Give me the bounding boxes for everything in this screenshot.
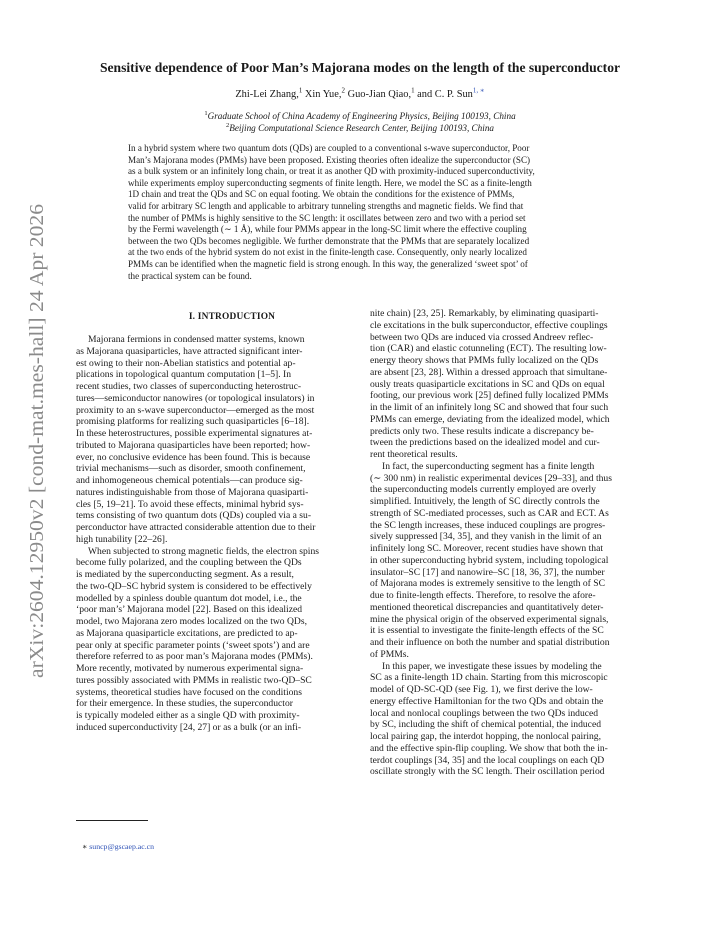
text-line: mentioned theoretical discrepancies and quantitatively deter- — [370, 601, 604, 613]
text-line: Majorana fermions in condensed matter systems, known — [88, 334, 305, 345]
text-line: In these heterostructures, possible experimental signatures at- — [76, 428, 313, 439]
text-line: In a hybrid system where two quantum dots (QDs) are coupled to a conventional s-wave superconductor, Poor — [128, 143, 530, 153]
text-line: ever, no conclusive evidence has been found. This is because — [76, 451, 311, 463]
text-line: cles [5, 19–21]. To avoid these effects, minimal hybrid sys- — [76, 498, 304, 510]
text-line: valid for arbitrary SC length and applicable to arbitrary tunneling strengths and magnetic fields. We find that — [128, 200, 524, 211]
footnote-rule — [76, 820, 148, 821]
text-line: In fact, the superconducting segment has a finite length — [382, 460, 595, 472]
right-column — [370, 308, 690, 778]
text-line: is mediated by the superconducting segment. As a result, — [76, 569, 294, 580]
text-line: mine the physical origin of the observed experimental signals, — [370, 613, 609, 625]
text-line: perconductor have attracted considerable attention due to their — [76, 522, 316, 533]
text-line: in the limit of an infinitely long SC and showed that four such — [370, 402, 609, 413]
text-line: local pairing gap, the interdot hopping, the nonlocal pairing, — [370, 731, 601, 742]
text-line: Man’s Majorana modes (PMMs) have been proposed. Existing theories often idealize the superconductor (SC) — [128, 154, 531, 165]
text-line: modelled by a spinless double quantum dot model, i.e., the — [76, 592, 302, 604]
text-line: (∼ 300 nm) in realistic experimental devices [29–33], and thus — [370, 472, 612, 484]
text-line: plications in topological quantum computation [1–5]. In — [76, 369, 292, 381]
text-line: by SC, including the shift of chemical potential, the induced — [370, 719, 601, 731]
text-line: ously treats quasiparticle excitations in SC and QDs on equal — [370, 378, 605, 390]
text-line: of PMMs. — [370, 648, 409, 660]
author-affil-mark: 1 — [411, 86, 415, 95]
text-line: model of QD-SC-QD (see Fig. 1), we first derive the low- — [370, 684, 593, 695]
arxiv-identifier: arXiv:2604.12950v2 [cond-mat.mes-hall] 24 Apr 2026 — [26, 239, 48, 678]
text-line: induced superconductivity [24, 27] or as a bulk (or an infi- — [76, 721, 302, 733]
author-name: Xin Yue, — [302, 89, 342, 100]
corresponding-email[interactable]: suncp@gscaep.ac.cn — [89, 842, 155, 851]
text-line: tributed to Majorana quasiparticles have been reported; how- — [76, 439, 311, 451]
author-affil-mark: 2 — [341, 86, 345, 95]
text-line: terdot couplings [34, 35] and the local couplings on each QD — [370, 754, 605, 766]
text-line: More recently, motivated by numerous experimental signa- — [76, 663, 304, 674]
text-line: become fully polarized, and the coupling between the QDs — [76, 557, 302, 569]
author-affil-mark: 1 — [298, 86, 303, 95]
footnote-mark: ∗ — [82, 842, 88, 851]
author-name: and C. P. Sun — [414, 89, 473, 100]
text-line: SC as a finite-length 1D chain. Starting from this microscopic — [370, 672, 608, 684]
text-line: est owing to their non-Abelian statistics and potential ap- — [76, 357, 296, 369]
text-line: sively suppressed [34, 35], and they vanish in the limit of an — [370, 531, 602, 543]
text-line: infinitely long SC. Moreover, recent studies have shown that — [370, 543, 604, 554]
text-line: 1D chain and treat the QDs and SC on equal footing. We obtain the conditions for the existence of PMMs, — [128, 189, 515, 200]
text-line: oscillate strongly with the SC length. Their oscillation period — [370, 766, 605, 778]
text-line: PMMs can emerge, deviating from the idealized model, which — [370, 413, 610, 425]
text-line: promising platforms for realizing such quasiparticles [6–18]. — [76, 416, 310, 428]
text-line: of Majorana modes is extremely sensitive to the length of SC — [370, 578, 606, 590]
text-line: the SC length increases, these induced couplings are progres- — [370, 519, 606, 531]
text-line: as Majorana quasiparticles, have attracted significant inter- — [76, 345, 303, 357]
text-line: tion (CAR) and elastic cotunneling (ECT). The resulting low- — [370, 343, 607, 355]
paper-title: Sensitive dependence of Poor Man’s Majorana modes on the length of the superconductor — [99, 60, 621, 75]
footnote — [82, 842, 154, 851]
text-line: tures—semiconductor nanowires (or topological insulators) in — [76, 392, 315, 404]
text-line: tures possibly associated with PMMs in realistic two-QD–SC — [76, 674, 312, 686]
text-line: between two QDs are induced via crossed Andreev reflec- — [370, 331, 594, 343]
author-name: Zhi-Lei Zhang, — [235, 89, 299, 100]
text-line: and the effective spin-flip coupling. We show that both the in- — [370, 742, 608, 754]
text-line: In this paper, we investigate these issues by modeling the — [382, 660, 602, 672]
text-line: tems consisting of two quantum dots (QDs) coupled via a su- — [76, 510, 312, 522]
text-line: natures indistinguishable from those of Majorana quasiparti- — [76, 486, 309, 498]
text-line: strength of SC-mediated processes, such as CAR and ECT. As — [370, 507, 609, 519]
text-line: pear only at specific parameter points (‘sweet spots’) and are — [76, 639, 310, 651]
text-line: are absent [23, 28]. Within a dressed approach that simultane- — [370, 366, 608, 378]
author-affil-mark: 1, ∗ — [472, 86, 485, 95]
text-line: is typically modeled either as a single QD with proximity- — [76, 710, 300, 721]
text-line: for their emergence. In these studies, the superconductor — [76, 698, 293, 710]
arxiv-side-stamp — [10, 200, 56, 680]
text-line: tween the predictions based on the idealized model and cur- — [370, 437, 600, 449]
text-line: model, two Majorana zero modes localized on the two QDs, — [76, 616, 307, 627]
text-line: rent theoretical results. — [370, 449, 458, 460]
text-line: therefore referred to as poor man’s Majorana modes (PMMs). — [76, 651, 313, 663]
text-line: proximity to an s-wave superconductor—emerged as the most — [76, 404, 315, 416]
text-line: energy effective Hamiltonian for the two QDs and obtain the — [370, 695, 604, 707]
text-line: energy theory shows that PMMs fully localized on the QDs — [370, 355, 599, 366]
text-line: while experiments employ superconducting segments of finite length. Here, we model the SC as a finite-length — [128, 177, 532, 188]
section-heading-introduction: I. INTRODUCTION — [188, 312, 276, 322]
text-line: simplified. Intuitively, the length of SC directly controls the — [370, 496, 600, 507]
text-line: the practical system can be found. — [128, 270, 252, 281]
text-line: it is essential to investigate the finite-length effects of the SC — [370, 625, 604, 637]
text-line: the two-QD–SC hybrid system is considered to be effectively — [76, 580, 312, 592]
text-line: at the two ends of the hybrid system do not exist in the finite-length case. Consequently, only nearly localized — [128, 247, 527, 258]
affiliation-2: $^2$Beijing Computational Science Research Center, Beijing 100193, China — [225, 121, 495, 133]
text-line: in other superconducting hybrid system, including topological — [370, 554, 609, 566]
text-line: the number of PMMs is highly sensitive to the SC length: it oscillates between zero and two with a period set — [128, 212, 526, 223]
text-line: PMMs can be identified when the magnetic field is strong enough. In this way, the generalized ‘sweet spot’ of — [128, 258, 528, 269]
text-line: footing, our previous work [25] defined fully localized PMMs — [370, 390, 609, 402]
text-line: When subjected to strong magnetic fields, the electron spins — [88, 545, 319, 557]
text-line: ‘poor man’s’ Majorana model [22]. Based on this idealized — [76, 604, 303, 616]
text-line: systems, theoretical studies have focused on the conditions — [76, 686, 302, 698]
text-line: trivial mechanisms—such as disorder, smooth confinement, — [76, 463, 306, 475]
text-line: between the two QDs becomes negligible. We further demonstrate that the PMMs that are separately localized — [128, 235, 530, 246]
text-line: predicts only two. These results indicate a discrepancy be- — [370, 425, 594, 437]
text-line: and their influence on both the number and spatial distribution — [370, 637, 610, 648]
left-column — [76, 334, 388, 734]
text-line: recent studies, two classes of superconducting heterostruc- — [76, 381, 302, 392]
text-line: by the Fermi wavelength (∼ 1 Å), while four PMMs appear in the long-SC limit where the effective coupling — [128, 224, 527, 235]
text-line: the superconducting models currently employed are overly — [370, 484, 596, 496]
abstract — [128, 143, 594, 282]
text-line: as a bulk system or an infinitely long chain, or treat it as another QD with proximity-induced superconductivity, — [128, 166, 535, 177]
text-line: cle excitations in the bulk superconductor, effective couplings — [370, 319, 608, 331]
text-line: insulator–SC [17] and nanowire–SC [18, 36, 37], the number — [370, 566, 605, 578]
text-line: nite chain) [23, 25]. Remarkably, by eliminating quasiparti- — [370, 308, 599, 319]
author-name: Guo-Jian Qiao, — [344, 89, 412, 100]
text-line: local and nonlocal couplings between the two QDs induced — [370, 707, 599, 719]
text-line: and inhomogeneous chemical potentials—can produce sig- — [76, 475, 303, 486]
text-line: due to finite-length effects. Therefore, to resolve the afore- — [370, 590, 596, 601]
text-line: as Majorana quasiparticle excitations, are predicted to ap- — [76, 627, 298, 639]
affiliation-1: $^1$Graduate School of China Academy of Engineering Physics, Beijing 100193, China — [204, 109, 516, 121]
author-list — [80, 88, 640, 102]
text-line: high tunability [22–26]. — [76, 533, 168, 545]
